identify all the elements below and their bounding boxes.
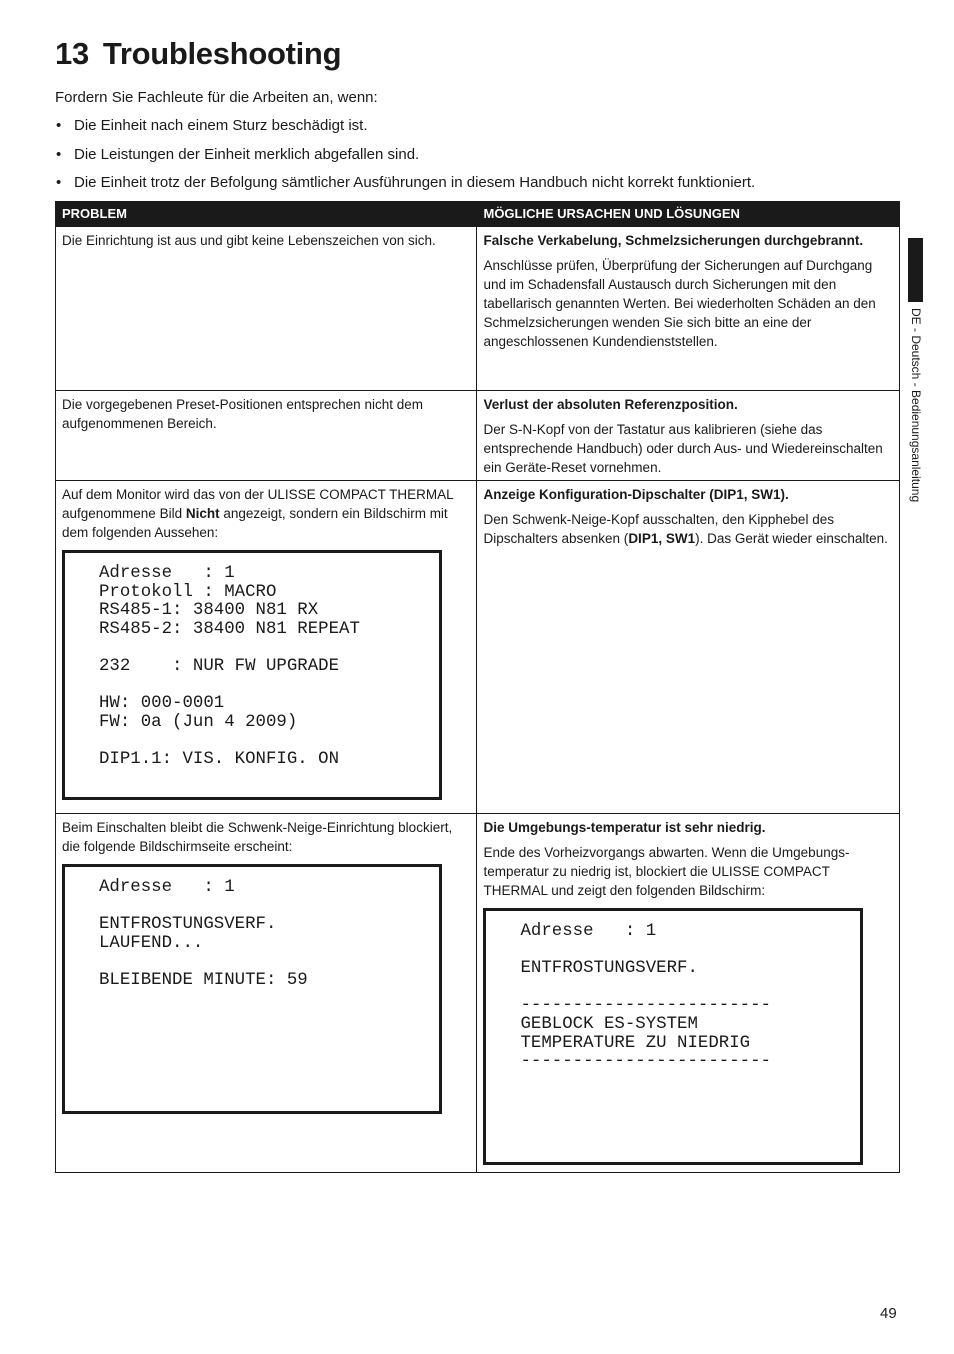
cause-text: Anzeige Konfiguration-Dipschalter (DIP1, SW1). [483, 487, 789, 502]
solution-cell [477, 227, 900, 391]
solution-cell [477, 481, 900, 814]
problem-cell [56, 814, 477, 1173]
monitor-screen-config: Adresse : 1 Protokoll : MACRO RS485-1: 38400 N81 RX RS485-2: 38400 N81 REPEAT 232 : NUR FW UPGRADE HW: 000-0001 FW: 0a (Jun 4 2009) DIP1.1: VIS. KONFIG. ON [62, 550, 442, 800]
page-number: 49 [880, 1305, 897, 1322]
solution-text: Anschlüsse prüfen, Überprüfung der Sicherungen auf Durchgang und im Schadensfall Austausch durch Sicherungen mit den tabellarisch genannten Werten. Bei wiederholten Schäden an den Schmelzsicherungen wenden Sie sich bitte an eine der angeschlossenen Kundendienststellen. [483, 258, 876, 349]
cause-text: Falsche Verkabelung, Schmelzsicherungen durchgebrannt. [483, 233, 864, 248]
problem-cell: Die Einrichtung ist aus und gibt keine Lebenszeichen von sich. [56, 227, 477, 391]
monitor-screen-defrost: Adresse : 1 ENTFROSTUNGSVERF. LAUFEND... BLEIBENDE MINUTE: 59 [62, 864, 442, 1114]
problem-text: Beim Einschalten bleibt die Schwenk-Neige-Einrichtung blockiert, die folgende Bildschirmseite erscheint: [62, 820, 453, 854]
bullet-icon: • [56, 145, 62, 163]
intro-text: Fordern Sie Fachleute für die Arbeiten an, wenn: [55, 89, 378, 106]
cause-text: Verlust der absoluten Referenzposition. [483, 397, 738, 412]
problem-text: Auf dem Monitor wird das von der ULISSE COMPACT THERMAL aufgenommene Bild Nicht angezeigt, sondern ein Bildschirm mit dem folgenden Aussehen: [62, 487, 454, 540]
problem-cell: Die vorgegebenen Preset-Positionen entsprechen nicht dem aufgenommenen Bereich. [56, 391, 477, 481]
table-row [56, 391, 900, 481]
solution-text: Den Schwenk-Neige-Kopf ausschalten, den Kipphebel des Dipschalters absenken (DIP1, SW1). Das Gerät wieder einschalten. [483, 512, 888, 546]
monitor-screen-blocked: Adresse : 1 ENTFROSTUNGSVERF. ------------------------ GEBLOCK ES-SYSTEM TEMPERATURE ZU NIEDRIG ------------------------ [483, 908, 863, 1165]
list-item: • Die Einheit trotz der Befolgung sämtlicher Ausführungen in diesem Handbuch nicht korrekt funktioniert. [56, 174, 756, 191]
list-item: • Die Leistungen der Einheit merklich abgefallen sind. [56, 145, 420, 163]
list-item: • Die Einheit nach einem Sturz beschädigt ist. [56, 117, 368, 134]
header-problem: PROBLEM [56, 202, 477, 227]
bullet-icon: • [56, 174, 62, 191]
problem-cell [56, 481, 477, 814]
section-number: 13 [55, 36, 89, 71]
cause-text: Die Umgebungs-temperatur ist sehr niedrig. [483, 820, 766, 835]
solution-text: Ende des Vorheizvorgangs abwarten. Wenn die Umgebungs-temperatur zu niedrig ist, blockiert die ULISSE COMPACT THERMAL und zeigt den folgenden Bildschirm: [483, 845, 850, 898]
side-label: DE - Deutsch - Bedienungsanleitung [909, 308, 923, 503]
table-row [56, 227, 900, 391]
table-row [56, 481, 900, 814]
condition-list [55, 116, 755, 202]
table-header-row [56, 202, 900, 227]
header-causes-solutions: MÖGLICHE URSACHEN UND LÖSUNGEN [477, 202, 900, 227]
bullet-icon: • [56, 117, 62, 134]
table-row [56, 814, 900, 1173]
solution-cell [477, 814, 900, 1173]
section-title: Troubleshooting [102, 36, 342, 71]
solution-cell [477, 391, 900, 481]
language-tab-marker [908, 238, 923, 302]
page-title [55, 36, 341, 72]
troubleshooting-table [55, 201, 900, 1173]
solution-text: Der S-N-Kopf von der Tastatur aus kalibrieren (siehe das entsprechende Handbuch) oder durch Aus- und Wiedereinschalten ein Geräte-Reset vornehmen. [483, 422, 883, 475]
